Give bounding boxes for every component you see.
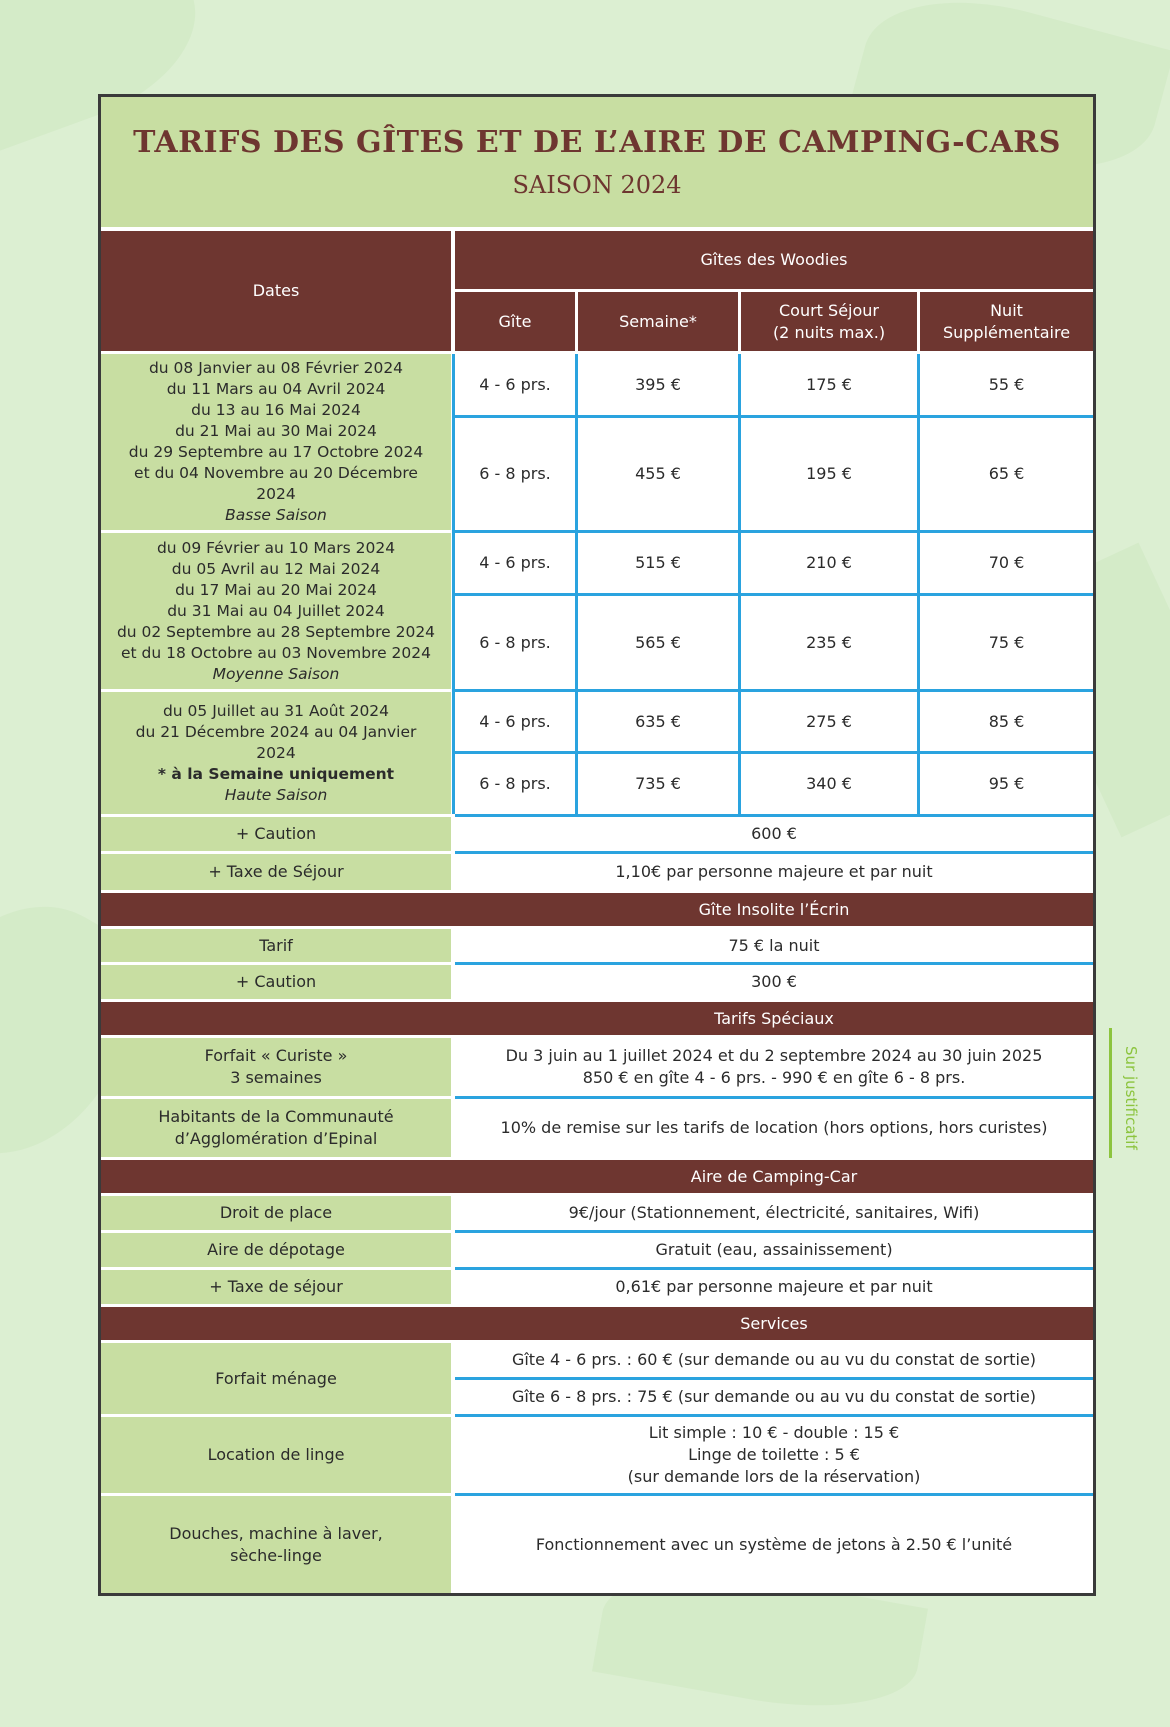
ecrin-tarif-value: 75 € la nuit [455,929,1093,962]
side-note-bar [1109,1028,1112,1158]
cell-semaine: 635 € [578,692,738,751]
cell-semaine: 455 € [578,418,738,530]
page-subtitle: SAISON 2024 [512,171,682,199]
season-name: Haute Saison [224,785,328,804]
col-header-dates: Dates [101,231,451,351]
cell-court: 175 € [741,354,917,415]
section-speciaux: Tarifs Spéciaux [101,1002,1093,1035]
section-woodies: Gîtes des Woodies [455,231,1093,289]
cell-semaine: 515 € [578,533,738,593]
caution-label: + Caution [101,817,451,851]
menage-value: Gîte 6 - 8 prs. : 75 € (sur demande ou au vu du constat de sortie) [455,1380,1093,1414]
cell-nuit: 75 € [920,596,1093,689]
cell-gite: 4 - 6 prs. [455,692,575,751]
ecrin-caution-value: 300 € [455,965,1093,999]
camping-row-label: Aire de dépotage [101,1233,451,1267]
cell-nuit: 85 € [920,692,1093,751]
cell-court: 210 € [741,533,917,593]
caution-value: 600 € [455,817,1093,851]
cell-gite: 4 - 6 prs. [455,533,575,593]
curiste-label: Forfait « Curiste » 3 semaines [101,1038,451,1096]
habitants-value: 10% de remise sur les tarifs de location (hors options, hors curistes) [455,1099,1093,1157]
taxe-label: + Taxe de Séjour [101,854,451,890]
divider [575,354,578,814]
season-dates-moyenne: du 09 Février au 10 Mars 2024 du 05 Avril au 12 Mai 2024 du 17 Mai au 20 Mai 2024 du 31 Mai au 04 Juillet 2024 du 02 Septembre au 28 Septembre 2024 et du 18 Octobre au 03 Novembre 2024 Moyenne Saison [101,533,451,689]
col-header-semaine: Semaine* [578,292,738,351]
section-ecrin: Gîte Insolite l’Écrin [101,893,1093,926]
linge-value: Lit simple : 10 € - double : 15 € Linge de toilette : 5 € (sur demande lors de la réservation) [455,1417,1093,1493]
season-dates-basse: du 08 Janvier au 08 Février 2024 du 11 Mars au 04 Avril 2024 du 13 au 16 Mai 2024 du 21 Mai au 30 Mai 2024 du 29 Septembre au 17 Octobre 2024 et du 04 Novembre au 20 Décembre 2024 Basse Saison [101,354,451,530]
side-note: Sur justificatif [1122,1046,1140,1150]
taxe-value: 1,10€ par personne majeure et par nuit [455,854,1093,890]
cell-gite: 6 - 8 prs. [455,418,575,530]
cell-nuit: 55 € [920,354,1093,415]
cell-semaine: 565 € [578,596,738,689]
menage-value: Gîte 4 - 6 prs. : 60 € (sur demande ou au vu du constat de sortie) [455,1343,1093,1377]
section-camping: Aire de Camping-Car [101,1160,1093,1193]
season-name: Basse Saison [225,506,327,524]
cell-gite: 6 - 8 prs. [455,754,575,814]
col-header-court-sejour: Court Séjour (2 nuits max.) [741,292,917,351]
ecrin-caution-label: + Caution [101,965,451,999]
linge-label: Location de linge [101,1417,451,1493]
divider [738,354,741,814]
divider [917,292,920,351]
camping-row-value: Gratuit (eau, assainissement) [455,1233,1093,1267]
season-dates-haute: du 05 Juillet au 31 Août 2024 du 21 Décembre 2024 au 04 Janvier 2024 * à la Semaine uniquement Haute Saison [101,692,451,814]
cell-nuit: 95 € [920,754,1093,814]
section-services: Services [101,1307,1093,1340]
col-header-nuit-supp: Nuit Supplémentaire [920,292,1093,351]
douches-label: Douches, machine à laver, sèche-linge [101,1496,451,1593]
divider [917,354,920,814]
divider [451,231,454,351]
cell-nuit: 65 € [920,418,1093,530]
camping-row-label: + Taxe de séjour [101,1270,451,1304]
cell-court: 340 € [741,754,917,814]
ecrin-tarif-label: Tarif [101,929,451,962]
season-note: * à la Semaine uniquement [157,764,395,783]
divider [575,292,578,351]
camping-row-value: 9€/jour (Stationnement, électricité, sanitaires, Wifi) [455,1196,1093,1230]
douches-value: Fonctionnement avec un système de jetons à 2.50 € l’unité [455,1496,1093,1593]
season-name: Moyenne Saison [212,664,340,683]
col-header-gite: Gîte [455,292,575,351]
cell-gite: 6 - 8 prs. [455,596,575,689]
cell-court: 235 € [741,596,917,689]
habitants-label: Habitants de la Communauté d’Agglomération d’Epinal [101,1099,451,1157]
cell-semaine: 735 € [578,754,738,814]
camping-row-label: Droit de place [101,1196,451,1230]
camping-row-value: 0,61€ par personne majeure et par nuit [455,1270,1093,1304]
cell-semaine: 395 € [578,354,738,415]
title-band [101,97,1093,227]
cell-court: 275 € [741,692,917,751]
cell-court: 195 € [741,418,917,530]
cell-nuit: 70 € [920,533,1093,593]
tariff-sheet [98,94,1096,1596]
curiste-value: Du 3 juin au 1 juillet 2024 et du 2 septembre 2024 au 30 juin 2025 850 € en gîte 4 - 6 prs. - 990 € en gîte 6 - 8 prs. [455,1038,1093,1096]
page-title: TARIFS DES GÎTES ET DE L’AIRE DE CAMPING-CARS [133,125,1061,160]
divider [452,354,455,814]
divider [738,292,741,351]
cell-gite: 4 - 6 prs. [455,354,575,415]
menage-label: Forfait ménage [101,1343,451,1414]
